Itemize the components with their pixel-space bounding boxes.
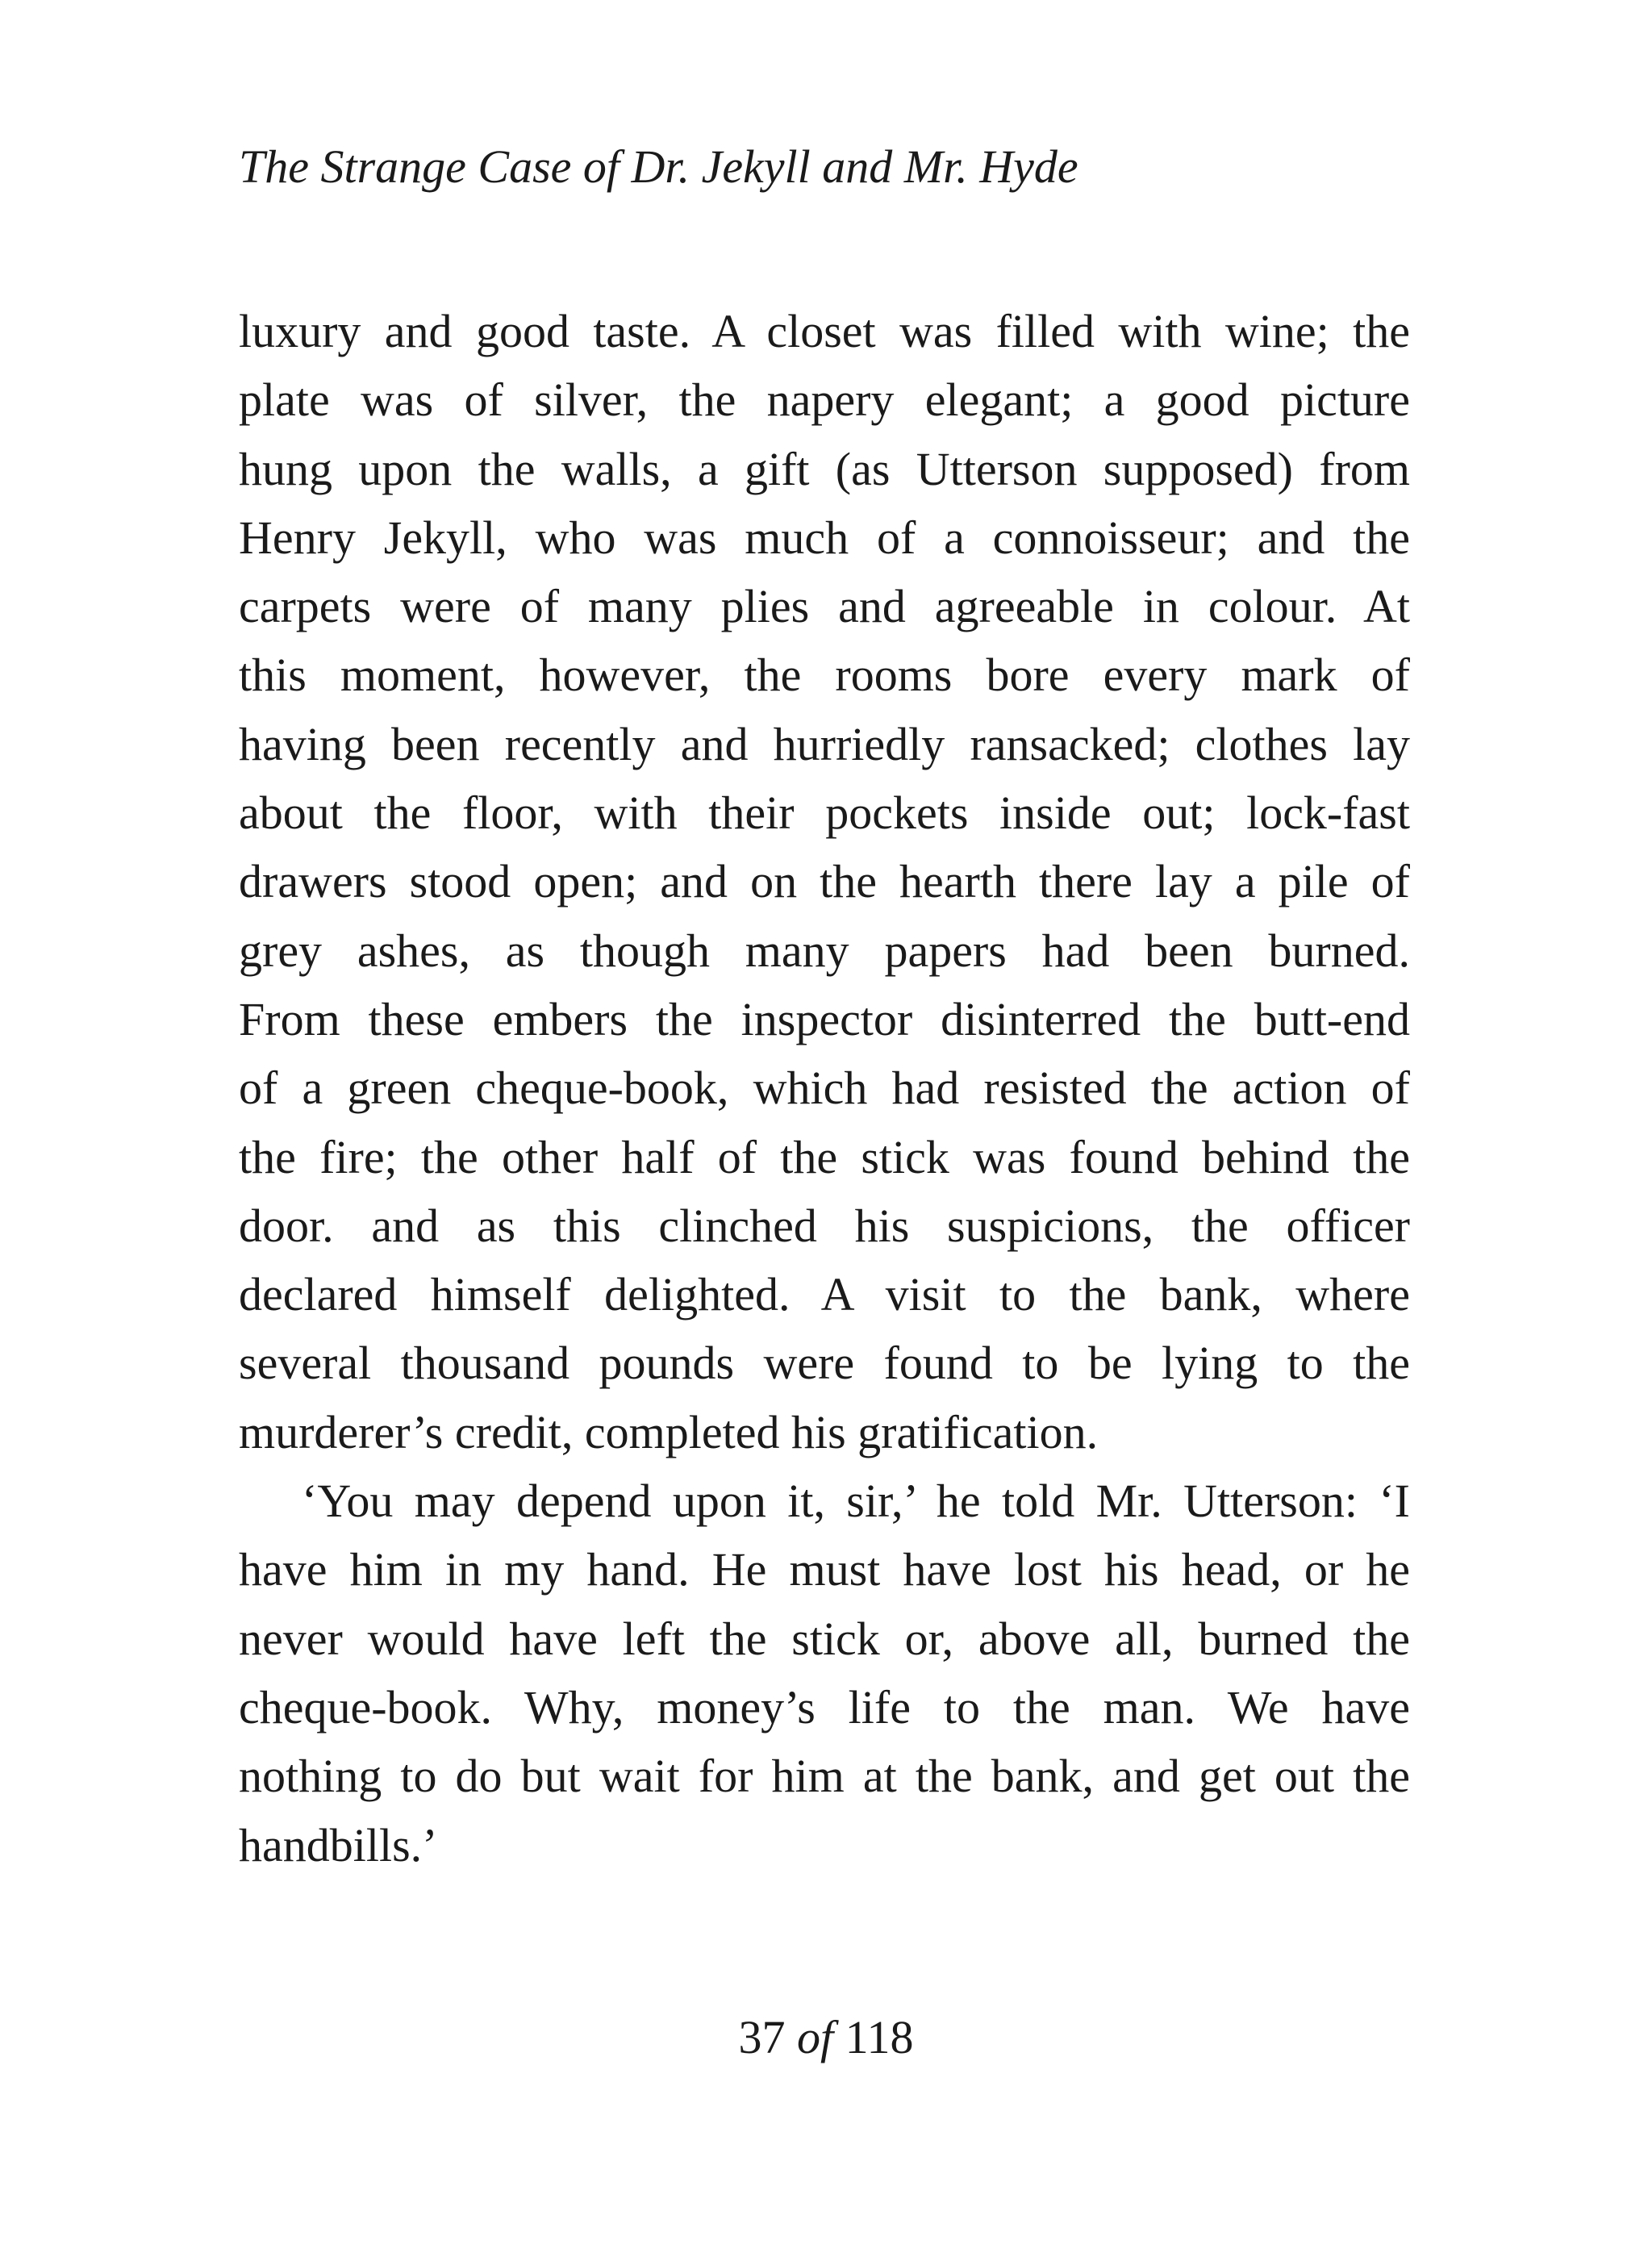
paragraph-1 [239, 297, 1410, 1467]
text-line: about the floor, with their pockets inside out; lock-fast [239, 786, 1410, 840]
text-line: having been recently and hurriedly ransacked; clothes lay [239, 717, 1410, 770]
text-line: never would have left the stick or, above all, burned the [239, 1612, 1410, 1665]
text-line: From these embers the inspector disinterred the butt-end [239, 992, 1410, 1045]
page-number-total: 118 [845, 2011, 914, 2063]
text-line: carpets were of many plies and agreeable in colour. At [239, 580, 1410, 633]
page-number-of: of [797, 2011, 834, 2063]
text-line: grey ashes, as though many papers had been burned. [239, 924, 1410, 977]
text-line: the fire; the other half of the stick was found behind the [239, 1130, 1410, 1183]
text-line: of a green cheque-book, which had resisted the action of [239, 1062, 1410, 1115]
text-line: murderer’s credit, completed his gratification. [239, 1405, 1099, 1458]
text-line: plate was of silver, the napery elegant; a good picture [239, 373, 1410, 427]
text-line: hung upon the walls, a gift (as Utterson supposed) from [239, 442, 1410, 495]
paragraph-2 [239, 1467, 1410, 1880]
text-line: ‘You may depend upon it, sir,’ he told Mr. Utterson: ‘I [302, 1475, 1410, 1528]
text-line: luxury and good taste. A closet was filled with wine; the [239, 305, 1410, 357]
running-header-title: The Strange Case of Dr. Jekyll and Mr. Hyde [239, 140, 1078, 193]
text-line: Henry Jekyll, who was much of a connoisseur; and the [239, 511, 1410, 564]
text-line: handbills.’ [239, 1818, 438, 1871]
text-line: cheque-book. Why, money’s life to the man. We have [239, 1680, 1410, 1734]
body-text [239, 297, 1410, 1880]
text-line: nothing to do but wait for him at the bank, and get out the [239, 1750, 1410, 1803]
text-line: this moment, however, the rooms bore every mark of [239, 649, 1410, 702]
text-line: have him in my hand. He must have lost his head, or he [239, 1543, 1410, 1596]
page-number-current: 37 [738, 2011, 786, 2063]
text-line: drawers stood open; and on the hearth there lay a pile of [239, 855, 1410, 908]
text-line: several thousand pounds were found to be lying to the [239, 1337, 1410, 1390]
text-line: door. and as this clinched his suspicions, the officer [239, 1199, 1410, 1252]
page-number [0, 2011, 1652, 2063]
text-line: declared himself delighted. A visit to the bank, where [239, 1268, 1410, 1321]
